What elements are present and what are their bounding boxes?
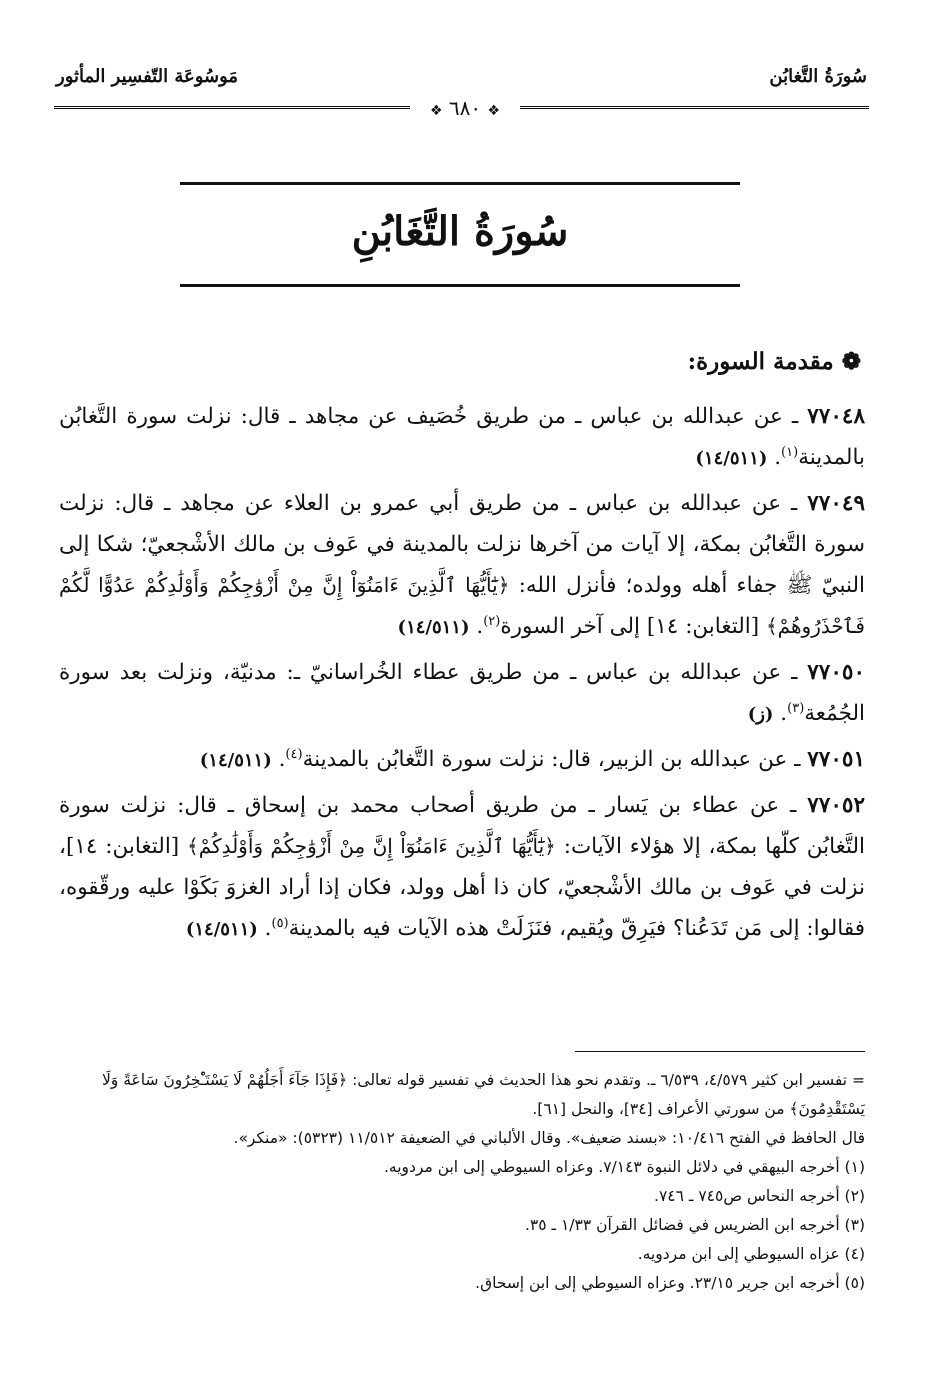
punctuation: . [469,614,484,639]
volume-reference: (١٤/٥١١) [397,617,470,638]
punctuation: . [271,747,286,772]
footnote-marker: (٤) [285,746,303,762]
title-rule-top [180,182,740,185]
narration-text: ـ عن عطاء بن يَسار ـ من طريق أصحاب محمد بن إسحاق ـ قال: نزلت سورة التَّغابُن كلّها بمكة، إلا هؤلاء الآيات: [59,793,865,859]
ornament-icon: ❖ [429,103,443,119]
quran-verse: ﴿يَٰٓأَيُّهَا ٱلَّذِينَ ءَامَنُوٓاْ إِنَّ مِنْ أَزْوَٰجِكُمْ وَأَوْلَٰدِكُمْ عَدُوًّا لَّكُمْ فَٱحْذَرُوهُمْ﴾ [59,573,865,638]
volume-reference: (١٤/٥١١) [199,750,272,771]
quran-verse: ﴿يَٰٓأَيُّهَا ٱلَّذِينَ ءَامَنُوٓاْ إِنَّ مِنْ أَزْوَٰجِكُمْ وَأَوْلَٰدِكُمْ﴾ [187,834,556,858]
narration-number: ٧٧٠٥٢ [807,793,865,818]
page-number: ٦٨٠ [448,96,482,120]
footnote: (٢) أخرجه النحاس ص٧٤٥ ـ ٧٤٦. [654,1187,865,1205]
narration-number: ٧٧٠٥٠ [807,660,865,685]
narration-text-continued: [التغابن: ١٤] إلى آخر السورة [500,614,766,639]
narration-paragraph [59,739,865,781]
running-header-book-title: مَوسُوعَة التّفسِير المأثور [56,66,239,87]
narration-text-continued: [التغابن: ١٤]، نزلت في عَوف بن مالك الأشْجعيّ، كان ذا أهل وولد، فكان إذا أراد الغزوَ بَكَوْا عليه ورقّقوه، فقالوا: إلى مَن تَدَعُنا؟ فيَرِقّ ويُقيم، فنَزَلَتْ هذه الآيات فيه بالمدينة [59,834,865,941]
footnote-marker: (١) [781,444,799,460]
flower-ornament-icon: ❁ [841,348,861,375]
narration-paragraph [59,652,865,735]
title-rule-bottom [180,284,740,287]
footnote-separator [575,1051,865,1052]
footnote-continuation: = تفسير ابن كثير ٤/٥٧٩، ٦/٥٣٩ ـ. وتقدم نحو هذا الحديث في تفسير قوله تعالى: ﴿فَإِذَا جَآءَ أَجَلُهُمْ لَا يَسْتَـْٔخِرُونَ سَاعَةً وَلَا يَسْتَقْدِمُونَ﴾ من سورتي الأعراف [٣٤]، والنحل [٦١]. [101,1071,865,1118]
narration-text: ـ عن عبدالله بن عباس ـ من طريق أبي عمرو بن العلاء عن مجاهد ـ قال: نزلت سورة التَّغابُن بمكة، إلا آيات من آخرها نزلت بالمدينة في عَوف بن مالك الأشْجعيّ؛ شكا إلى النبيّ ﷺ جفاء أهله وولده؛ فأنزل الله: [59,491,865,598]
volume-reference: (ز) [747,704,774,725]
footnote: (٤) عزاه السيوطي إلى ابن مردويه. [637,1245,865,1263]
page-number-box [410,95,520,123]
section-heading-text: مقدمة السورة: [687,348,834,375]
narration-number: ٧٧٠٤٨ [807,404,865,429]
running-header-surah: سُورَةُ التَّغابُن [769,66,867,87]
footnote: (٣) أخرجه ابن الضريس في فضائل القرآن ١/٣٣ ـ ٣٥. [524,1216,865,1234]
footnote: (٥) أخرجه ابن جرير ٢٣/١٥. وعزاه السيوطي إلى ابن إسحاق. [475,1274,865,1292]
punctuation: . [767,445,782,470]
surah-title: سُورَةُ التَّغَابُنِ [351,208,569,255]
footnote-marker: (٥) [271,915,289,931]
narration-text: ـ عن عبدالله بن الزبير، قال: نزلت سورة التَّغابُن بالمدينة [302,747,808,772]
narration-paragraph [59,785,865,950]
narration-number: ٧٧٠٥١ [807,747,865,772]
narration-paragraph [59,396,865,479]
punctuation: . [773,701,788,726]
section-heading [688,348,861,375]
footnote-marker: (٣) [787,700,805,716]
narration-number: ٧٧٠٤٩ [807,491,865,516]
ornament-icon: ❖ [487,103,501,119]
footnotes [59,1066,865,1298]
punctuation: . [257,916,272,941]
footnote: (١) أخرجه البيهقي في دلائل النبوة ٧/١٤٣. وعزاه السيوطي إلى ابن مردويه. [383,1158,865,1176]
narration-text: ـ عن عبدالله بن عباس ـ من طريق عطاء الخُراسانيّ ـ: مدنيّة، ونزلت بعد سورة الجُمُعة [59,660,865,726]
footnote-continuation: قال الحافظ في الفتح ١٠/٤١٦: «بسند ضعيف». وقال الألباني في الضعيفة ١١/٥١٢ (٥٣٢٣): «منكر». [233,1129,865,1147]
narration-paragraph [59,483,865,648]
footnote-marker: (٢) [483,613,501,629]
volume-reference: (١٤/٥١١) [185,919,258,940]
volume-reference: (١٤/٥١١) [695,448,768,469]
body-text [59,396,865,954]
narration-text: ـ عن عبدالله بن عباس ـ من طريق خُصَيف عن مجاهد ـ قال: نزلت سورة التَّغابُن بالمدينة [59,404,865,470]
